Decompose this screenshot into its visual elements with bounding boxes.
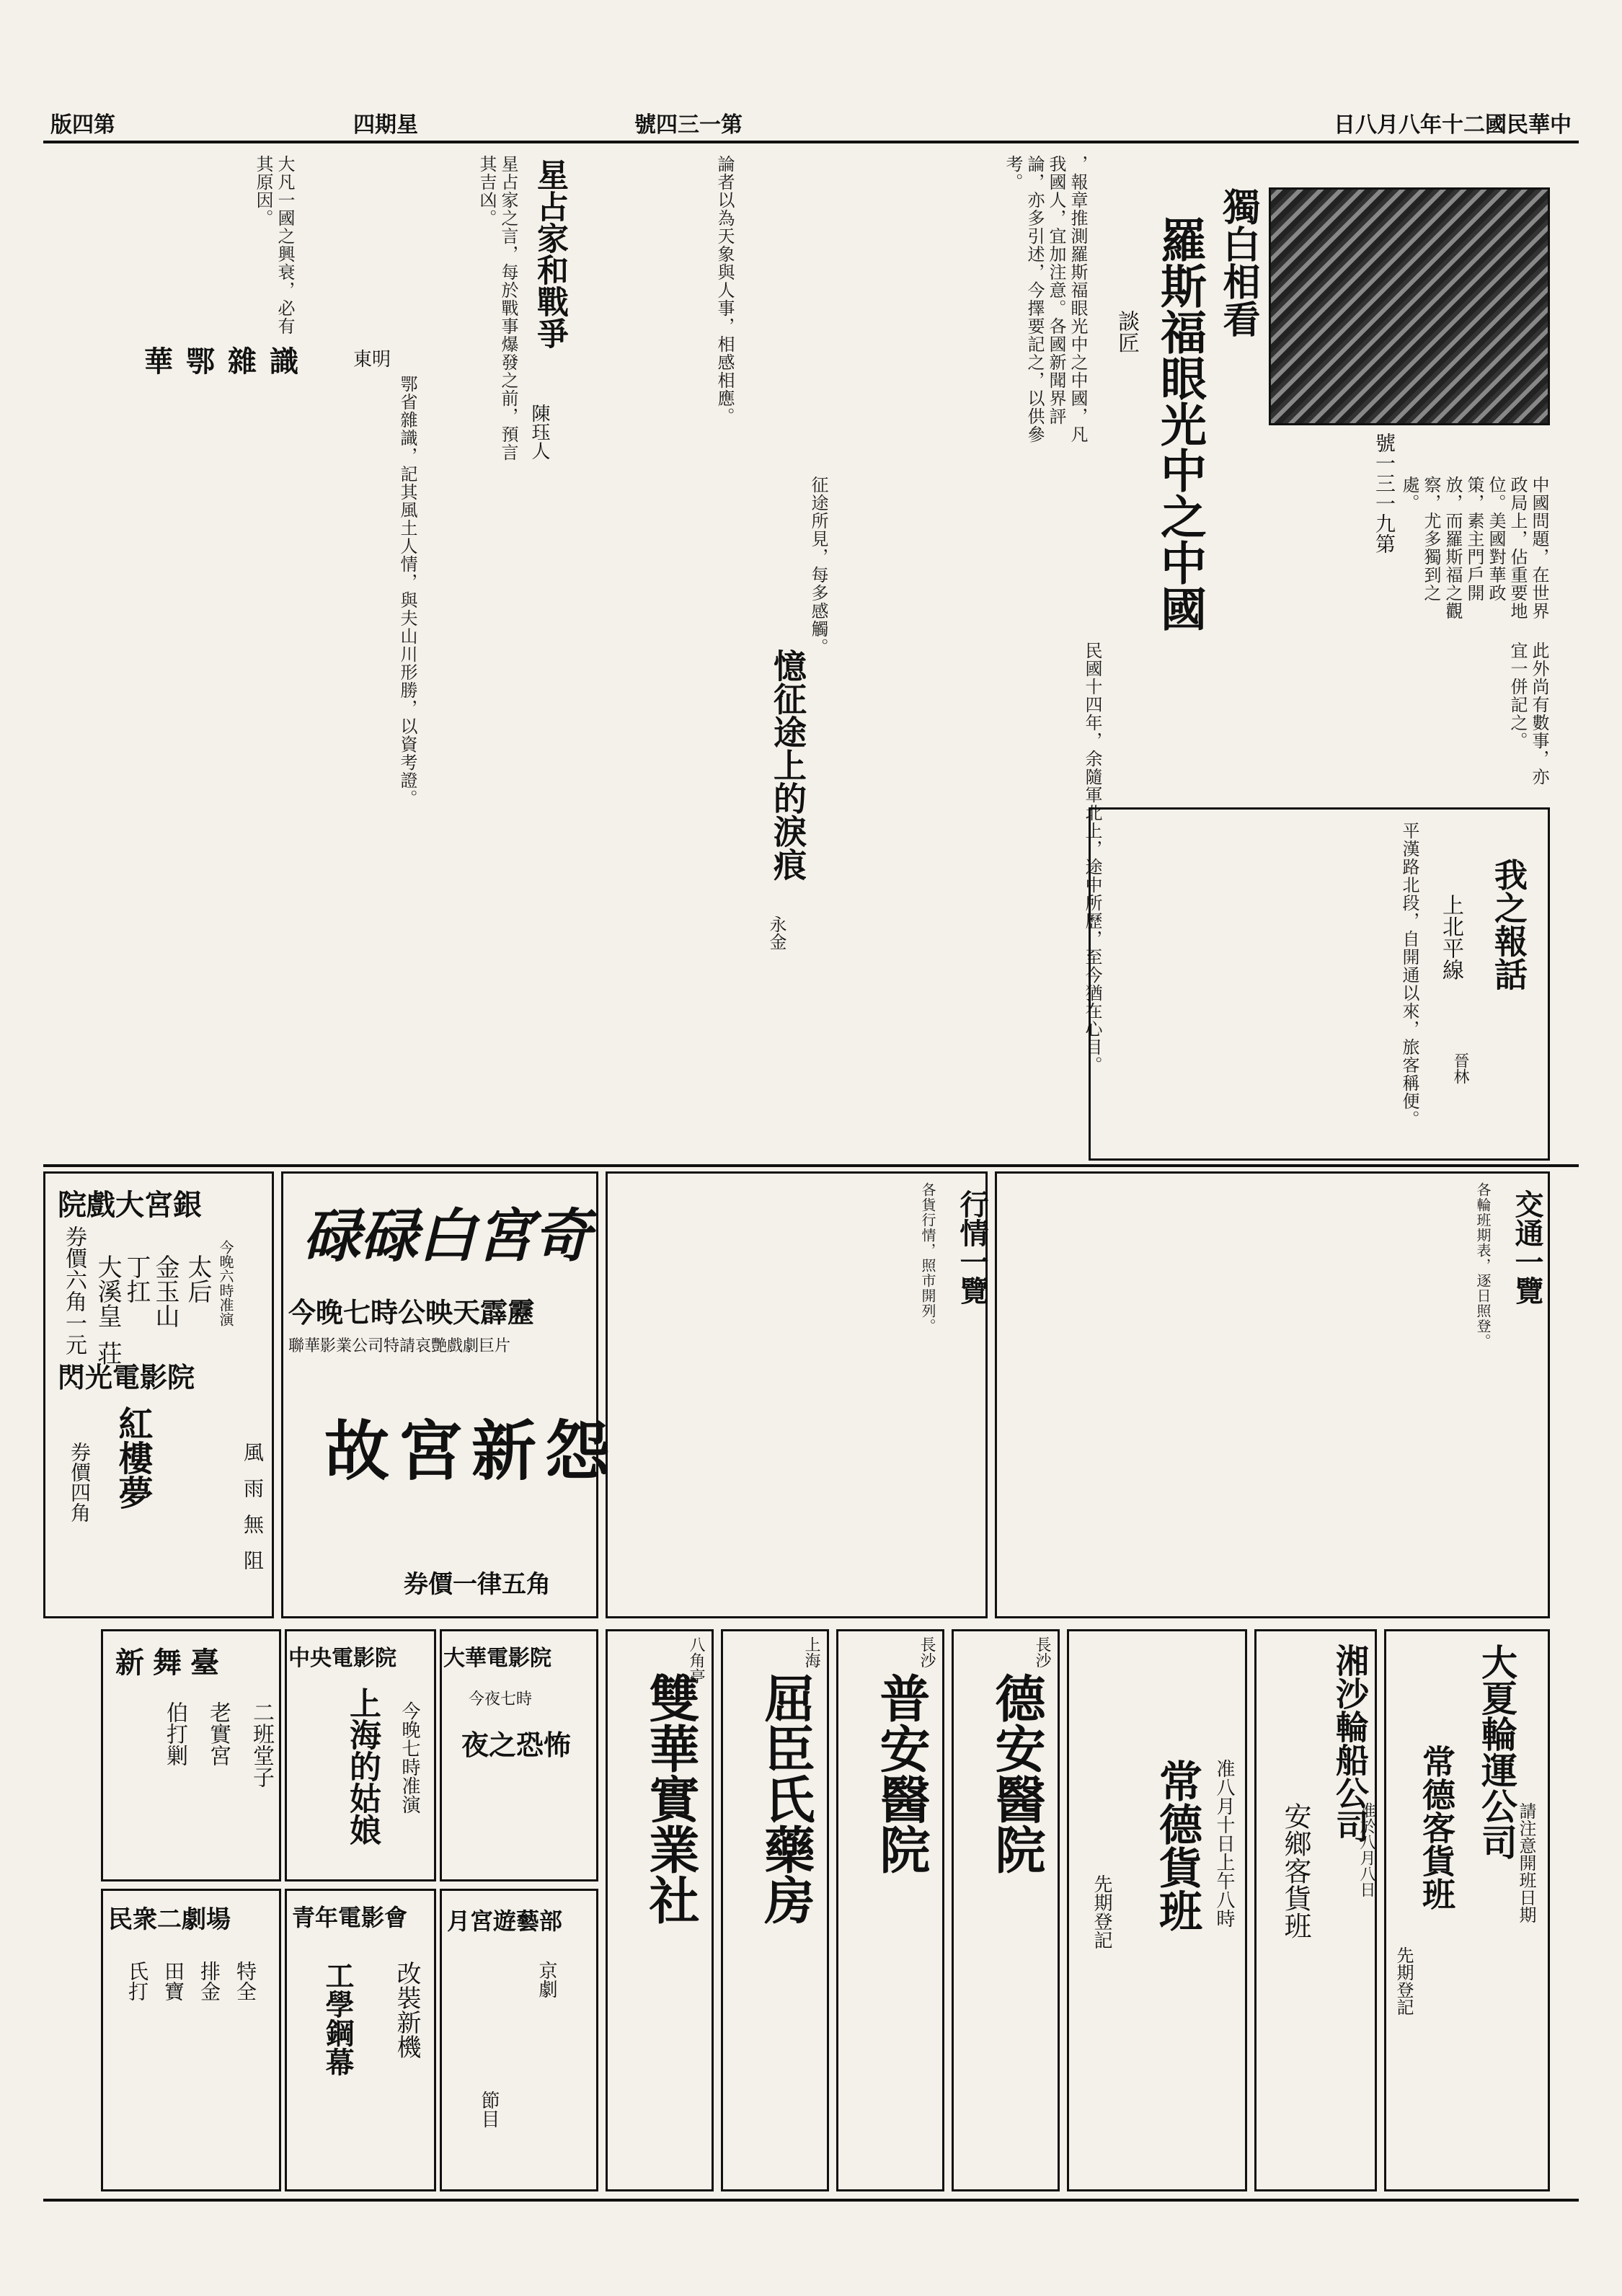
new-stage-line-2: 老實宮	[205, 1701, 231, 1766]
yuegong-line-2: 節目	[478, 2091, 500, 2128]
star-war-title: 星占家和戰爭	[531, 159, 568, 349]
ads-section-rule	[43, 1164, 1579, 1167]
my-words-title: 我之報話	[1489, 858, 1528, 990]
silver-palace-line-2: 太后	[183, 1254, 212, 1303]
changde-boat-line-1: 准八月十日上午八時	[1213, 1759, 1235, 1928]
silver-palace-line-1: 今晚六時准演	[217, 1240, 234, 1326]
cinema-banner-headline: 今晚七時公映天霹靂	[288, 1296, 536, 1329]
cinema-banner-stylized: 碌碌白宮奇	[303, 1202, 591, 1269]
lead-body-lower: 中國問題，在世界政局上，佔重要地位。美國對華政策，素主門戶開放，而羅斯福之觀察，尤多獨到之處。	[1399, 476, 1549, 620]
cinema-banner-film: 故宮新怨	[324, 1413, 619, 1489]
traffic-title: 交通一覽	[1510, 1189, 1544, 1305]
central-cinema-time: 今晚七時准演	[399, 1701, 420, 1814]
my-words-subtitle: 上北平線	[1438, 894, 1463, 980]
silver-palace-name: 院戲大宮銀	[58, 1188, 202, 1222]
new-stage-name: 新舞臺	[115, 1646, 228, 1680]
new-stage-line-1: 二班堂子	[249, 1701, 274, 1788]
xiangsha-title: 湘沙輪船公司	[1331, 1644, 1370, 1843]
silver-palace-line-3: 金玉山	[151, 1254, 180, 1328]
puan-tag: 長沙	[918, 1636, 936, 1668]
cinema-banner-sub: 聯華影業公司特請哀艷戲劇巨片	[288, 1337, 511, 1355]
mid-column-body: 此外尚有數事，亦宜一併記之。	[1507, 642, 1549, 786]
flash-cinema-note-4: 風	[241, 1442, 265, 1462]
photo-caption: 號一三一九第	[1373, 433, 1396, 554]
hubei-body-right: 征途所見，每多感觸。	[808, 476, 828, 656]
lead-photo	[1269, 187, 1550, 425]
market-body: 各貨行情，照市開列。	[919, 1182, 936, 1334]
dean-tag: 長沙	[1033, 1636, 1051, 1668]
flash-cinema-ticket: 券價四角	[68, 1442, 92, 1522]
dean-name: 德安醫院	[987, 1672, 1047, 1874]
hubei-author: 東明	[353, 349, 391, 371]
silver-palace-line-6: 荘	[93, 1341, 122, 1365]
dahua-name: 大華電影院	[443, 1646, 551, 1671]
central-cinema-name: 中央電影院	[288, 1646, 396, 1671]
changde-boat-title: 常德貨班	[1152, 1759, 1202, 1932]
public-theater-line-4: 氏打	[125, 1961, 149, 2001]
page-bottom-rule	[43, 2199, 1579, 2202]
dahua-film: 夜之恐怖	[461, 1729, 572, 1761]
masthead-rule	[43, 141, 1579, 143]
youth-film-line-2: 工學鋼幕	[321, 1961, 355, 2076]
fragment-title: 憶征途上的淚痕	[768, 649, 807, 881]
market-title: 行情一覽	[955, 1189, 989, 1305]
cinema-banner-ticket: 券價一律五角	[404, 1570, 551, 1599]
date-line: 日八月八年十二國民華中	[1334, 112, 1572, 138]
left-column-body: 大凡一國之興衰，必有其原因。	[253, 155, 295, 335]
my-words-author: 晉林	[1451, 1052, 1469, 1084]
star-war-body: 星占家之言，每於戰事爆發之前，預言其吉凶。	[477, 155, 518, 461]
my-words-body: 平漢路北段，自開通以來，旅客稱便。	[1399, 822, 1419, 1128]
hubei-title: 華鄂雜識	[144, 345, 311, 378]
silver-palace-line-5: 大溪皇	[93, 1254, 122, 1328]
page-number: 版四第	[50, 112, 115, 138]
new-stage-line-3: 伯打剿	[162, 1701, 187, 1766]
traffic-body: 各輪班期表，逐日照登。	[1474, 1182, 1492, 1349]
fragment-author: 永金	[766, 916, 786, 950]
lead-author: 談匠	[1114, 310, 1139, 353]
xiangsha-line-2: 准於八月八日	[1357, 1802, 1375, 1897]
silver-palace-line-4: 丁扛	[122, 1254, 151, 1303]
daxia-line-2: 請注意開班日期	[1516, 1802, 1536, 1923]
flash-cinema-note-1: 阻	[241, 1550, 265, 1570]
daxia-title: 大夏輪運公司	[1476, 1644, 1518, 1860]
lead-kicker: 獨白相看	[1216, 187, 1260, 337]
lead-title: 羅斯福眼光中之中國	[1153, 216, 1207, 631]
issue-number: 號四三一第	[634, 112, 743, 138]
masthead	[43, 101, 1579, 137]
changde-boat-line-2: 先期登記	[1091, 1874, 1112, 1949]
weekday: 四期星	[353, 112, 418, 138]
yuegong-name: 月宮遊藝部	[447, 1907, 563, 1935]
flash-cinema-name: 閃光電影院	[58, 1361, 195, 1393]
dahua-time: 今夜七時	[469, 1690, 533, 1708]
daxia-line-3: 先期登記	[1393, 1946, 1414, 2016]
yuegong-line-1: 京劇	[536, 1961, 557, 1998]
youth-film-line-1: 改裝新機	[392, 1961, 421, 2059]
public-theater-line-2: 排金	[198, 1961, 221, 2001]
xiangsha-line-1: 安鄉客貨班	[1280, 1802, 1311, 1939]
silver-palace-ticket: 券價六角一元	[61, 1225, 87, 1355]
daxia-line-1: 常德客貨班	[1417, 1745, 1456, 1910]
central-cinema-film: 上海的姑娘	[344, 1687, 381, 1845]
qu-pharmacy-tag: 上海	[802, 1636, 820, 1668]
flash-cinema-film: 紅樓夢	[112, 1406, 153, 1510]
qu-pharmacy-name: 屈臣氏藥房	[756, 1672, 816, 1925]
hubei-body: 鄂省雜識，記其風土人情，與夫山川形勝，以資考證。	[397, 375, 417, 807]
fragment-body: 民國十四年，余隨軍北上，途中所歷，至今猶在心目。	[1082, 642, 1102, 1074]
star-war-author: 陳珏人	[528, 404, 550, 460]
star-war-body-2: 論者以為天象與人事，相感相應。	[714, 155, 735, 425]
public-theater-name: 民衆二劇場	[108, 1905, 231, 1934]
flash-cinema-note-2: 無	[241, 1514, 265, 1534]
youth-film-name: 青年電影會	[292, 1904, 408, 1931]
shuanghua-name: 雙華實業社	[641, 1672, 701, 1925]
shuanghua-tag: 八角亭	[687, 1636, 705, 1684]
lead-body: ，報章推測羅斯福眼光中之中國，凡我國人，宜加注意。各國新聞界評論，亦多引述，今擇要記之，以供參考。	[1003, 155, 1088, 443]
public-theater-line-1: 特全	[234, 1961, 257, 2001]
flash-cinema-note-3: 雨	[241, 1478, 265, 1498]
public-theater-line-3: 田寶	[161, 1961, 185, 2001]
puan-name: 普安醫院	[872, 1672, 931, 1874]
